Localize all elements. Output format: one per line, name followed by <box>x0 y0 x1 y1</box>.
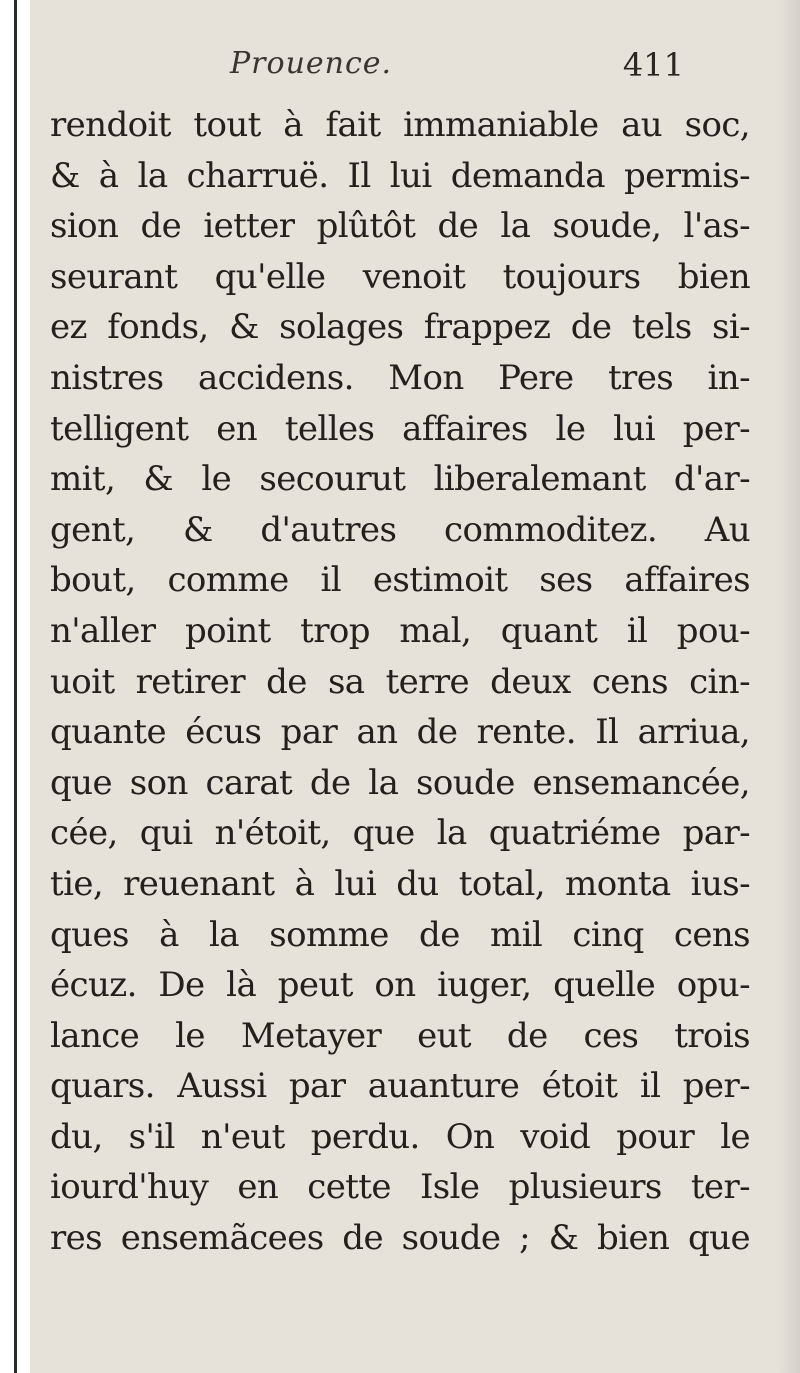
text-line: uoit retirer de sa terre deux cens cin- <box>50 661 750 702</box>
text-line: n'aller point trop mal, quant il pou- <box>50 610 750 651</box>
page-header <box>230 46 690 90</box>
binding-edge <box>14 0 17 1373</box>
text-line: quante écus par an de rente. Il arriua, <box>50 712 750 753</box>
text-line: iourd'huy en cette Isle plusieurs ter- <box>50 1167 750 1208</box>
text-line: nistres accidens. Mon Pere tres in- <box>50 357 750 398</box>
text-line: res ensemãcees de soude ; & bien que <box>50 1218 750 1259</box>
text-line: ez fonds, & solages frappez de tels si- <box>50 307 750 348</box>
running-title: Prouence. <box>230 46 393 81</box>
text-line: cée, qui n'étoit, que la quatriéme par- <box>50 813 750 854</box>
page-right-shade <box>778 0 800 1373</box>
text-line: du, s'il n'eut perdu. On void pour le <box>50 1116 750 1157</box>
body-text <box>50 100 750 1330</box>
text-line: telligent en telles affaires le lui per- <box>50 408 750 449</box>
text-line: rendoit tout à fait immaniable au soc, <box>50 105 750 145</box>
text-line: ques à la somme de mil cinq cens <box>50 914 750 955</box>
text-line: que son carat de la soude ensemancée, <box>50 762 750 803</box>
text-line: lance le Metayer eut de ces trois <box>50 1015 750 1056</box>
text-line: seurant qu'elle venoit toujours bien <box>50 256 750 297</box>
text-line: sion de ietter plûtôt de la soude, l'as- <box>50 206 750 247</box>
text-line: mit, & le secourut liberalemant d'ar- <box>50 459 750 500</box>
text-line: & à la charruë. Il lui demanda permis- <box>50 155 750 196</box>
text-line: tie, reuenant à lui du total, monta ius- <box>50 863 750 904</box>
text-line: écuz. De là peut on iuger, quelle opu- <box>50 965 750 1006</box>
text-line: bout, comme il estimoit ses affaires <box>50 560 750 601</box>
text-line: quars. Aussi par auanture étoit il per- <box>50 1066 750 1107</box>
text-line: gent, & d'autres commoditez. Au <box>50 509 750 550</box>
page-number: 411 <box>622 46 684 84</box>
